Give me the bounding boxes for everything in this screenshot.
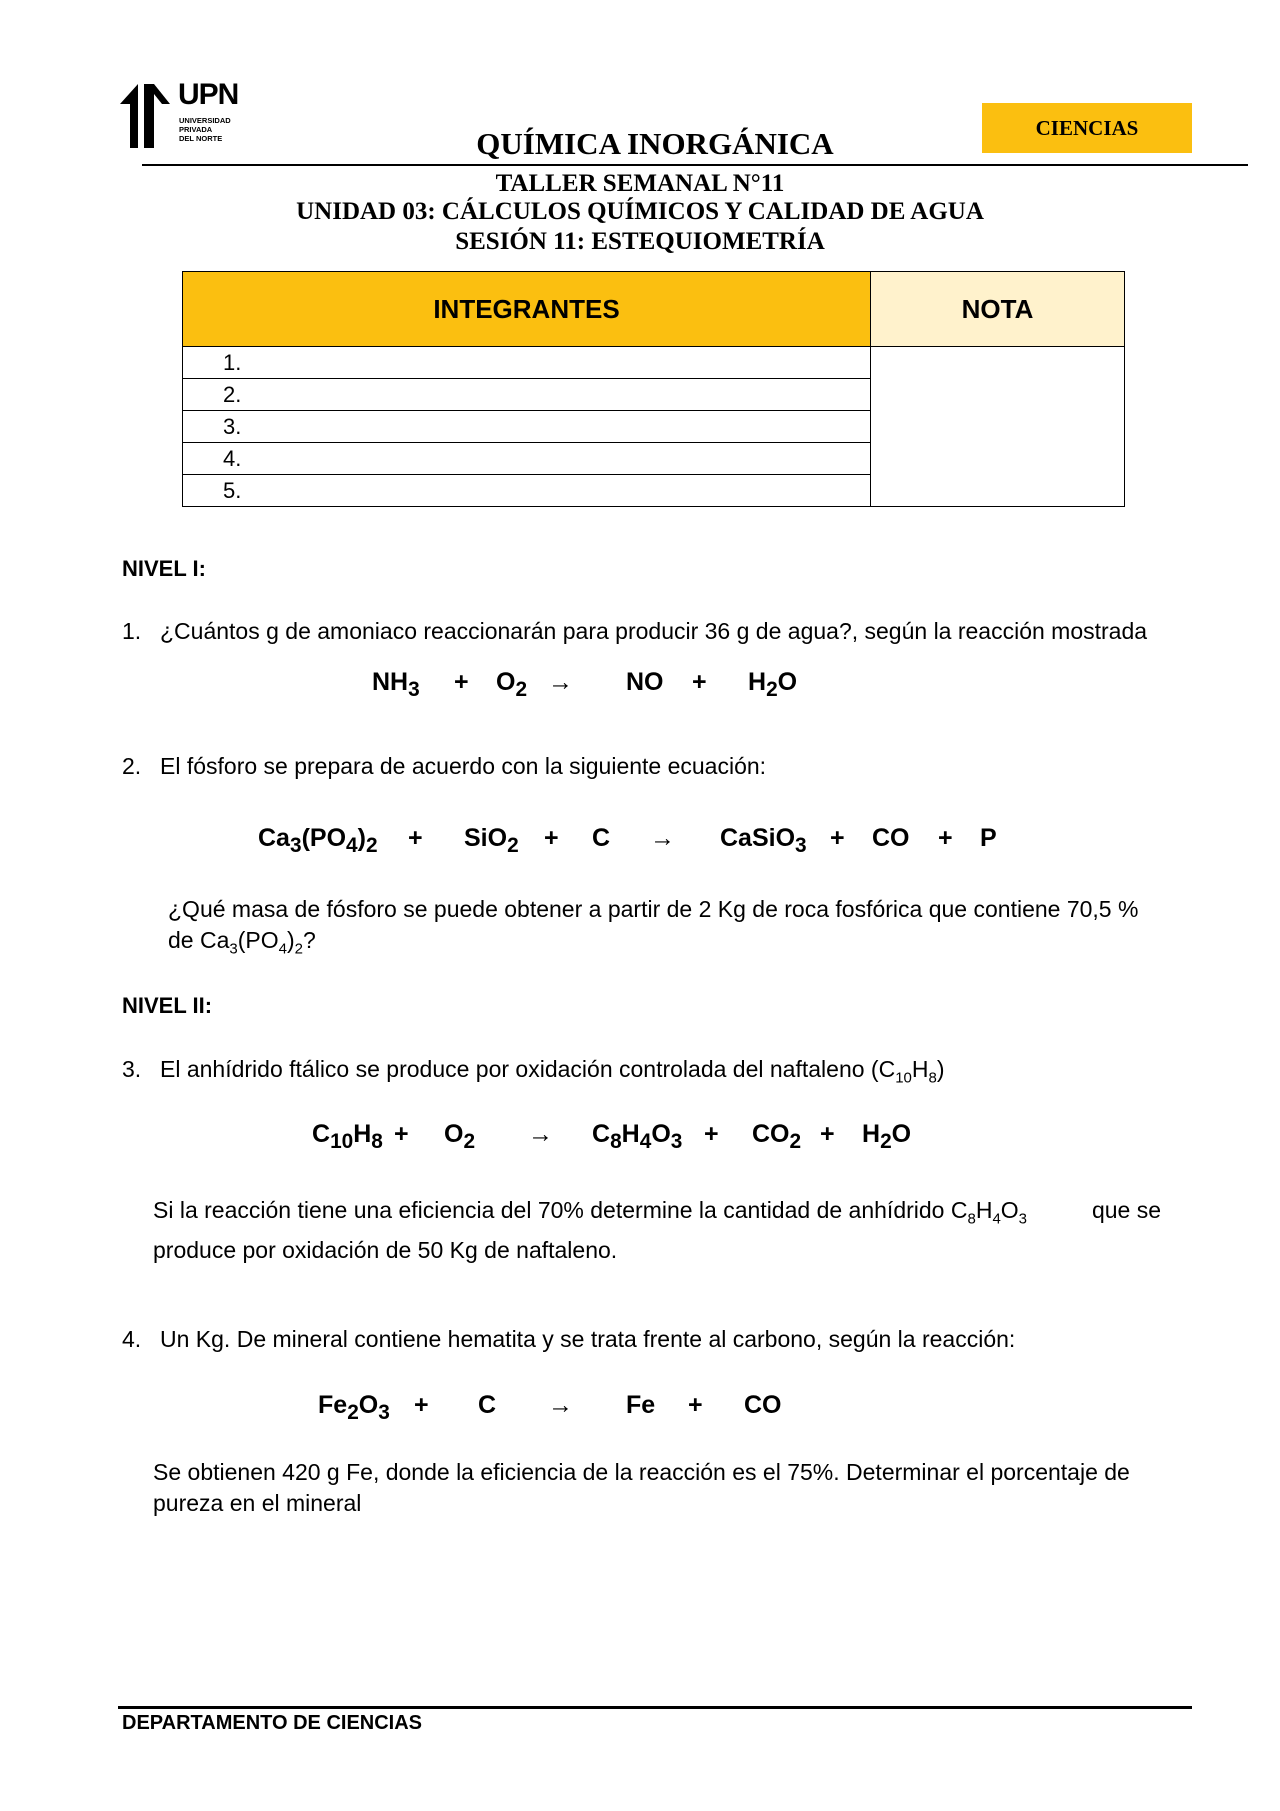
reaction-arrow-icon: → — [548, 668, 573, 696]
nota-cell[interactable] — [871, 347, 1125, 507]
logo-subtitle: UNIVERSIDAD PRIVADA DEL NORTE — [179, 116, 231, 143]
session-title: SESIÓN 11: ESTEQUIOMETRÍA — [455, 228, 825, 255]
equation-2: $Ca_3(PO_4)_2$ + SiO$_2$ + C → CaSiO$_3$ + CO + P — [258, 824, 997, 857]
level-1-heading: NIVEL I: — [122, 556, 206, 581]
equation-4: $Fe_2O_3$ + C → Fe + CO — [318, 1391, 782, 1424]
nota-header: NOTA — [871, 272, 1125, 347]
footer-department: DEPARTAMENTO DE CIENCIAS — [122, 1712, 423, 1734]
question-2-prompt: ¿Qué masa de fósforo se puede obtener a partir de 2 Kg de roca fosfórica que contiene 70,5 % de $Ca_3(PO_4)_2$? — [168, 896, 1139, 958]
member-row[interactable]: 3. — [183, 411, 871, 443]
question-3-number: 3. — [122, 1056, 142, 1082]
question-3-prompt: Si la reacción tiene una eficiencia del 70% determine la cantidad de anhídrido $C_8H_4O_3$ que se produce por oxidación de 50 Kg de naftaleno. — [153, 1197, 1161, 1263]
question-2-number: 2. — [122, 753, 142, 779]
level-2-heading: NIVEL II: — [122, 993, 213, 1018]
workshop-title: TALLER SEMANAL N°11 — [495, 170, 785, 197]
member-row[interactable]: 4. — [183, 443, 871, 475]
question-3-text: El anhídrido ftálico se produce por oxidación controlada del naftaleno $(C_{10}H_8)$ — [160, 1056, 945, 1087]
header-divider — [142, 164, 1248, 166]
team-table — [182, 271, 1125, 507]
question-4-number: 4. — [122, 1326, 142, 1352]
question-1-number: 1. — [122, 618, 142, 644]
question-4-prompt: Se obtienen 420 g Fe, donde la eficiencia de la reacción es el 75%. Determinar el porcentaje de pureza en el mineral — [153, 1459, 1130, 1516]
reaction-arrow-icon: → — [528, 1120, 553, 1148]
unit-title: UNIDAD 03: CÁLCULOS QUÍMICOS Y CALIDAD DE AGUA — [296, 198, 984, 225]
member-row[interactable]: 1. — [183, 347, 871, 379]
department-badge: CIENCIAS — [982, 103, 1192, 153]
question-4-text: Un Kg. De mineral contiene hematita y se trata frente al carbono, según la reacción: — [160, 1326, 1016, 1352]
footer-divider — [118, 1706, 1192, 1709]
reaction-arrow-icon: → — [650, 824, 675, 852]
equation-1: $NH_3$ + $O_2$ → NO + $H_2O$ — [372, 668, 798, 701]
reaction-arrow-icon: → — [548, 1391, 573, 1419]
question-1-text: ¿Cuántos g de amoniaco reaccionarán para producir 36 g de agua?, según la reacción mostrada — [160, 618, 1148, 644]
integrantes-header: INTEGRANTES — [183, 272, 871, 347]
member-row[interactable]: 5. — [183, 475, 871, 507]
question-2-text: El fósforo se prepara de acuerdo con la siguiente ecuación: — [160, 753, 767, 779]
logo-brand: UPN — [178, 78, 239, 111]
member-row[interactable]: 2. — [183, 379, 871, 411]
equation-3: $C_{10}H_8$ + $O_2$ → $C_8H_4O_3$ + $CO_2$ + $H_2O$ — [312, 1120, 912, 1153]
document-title: QUÍMICA INORGÁNICA — [476, 126, 834, 161]
